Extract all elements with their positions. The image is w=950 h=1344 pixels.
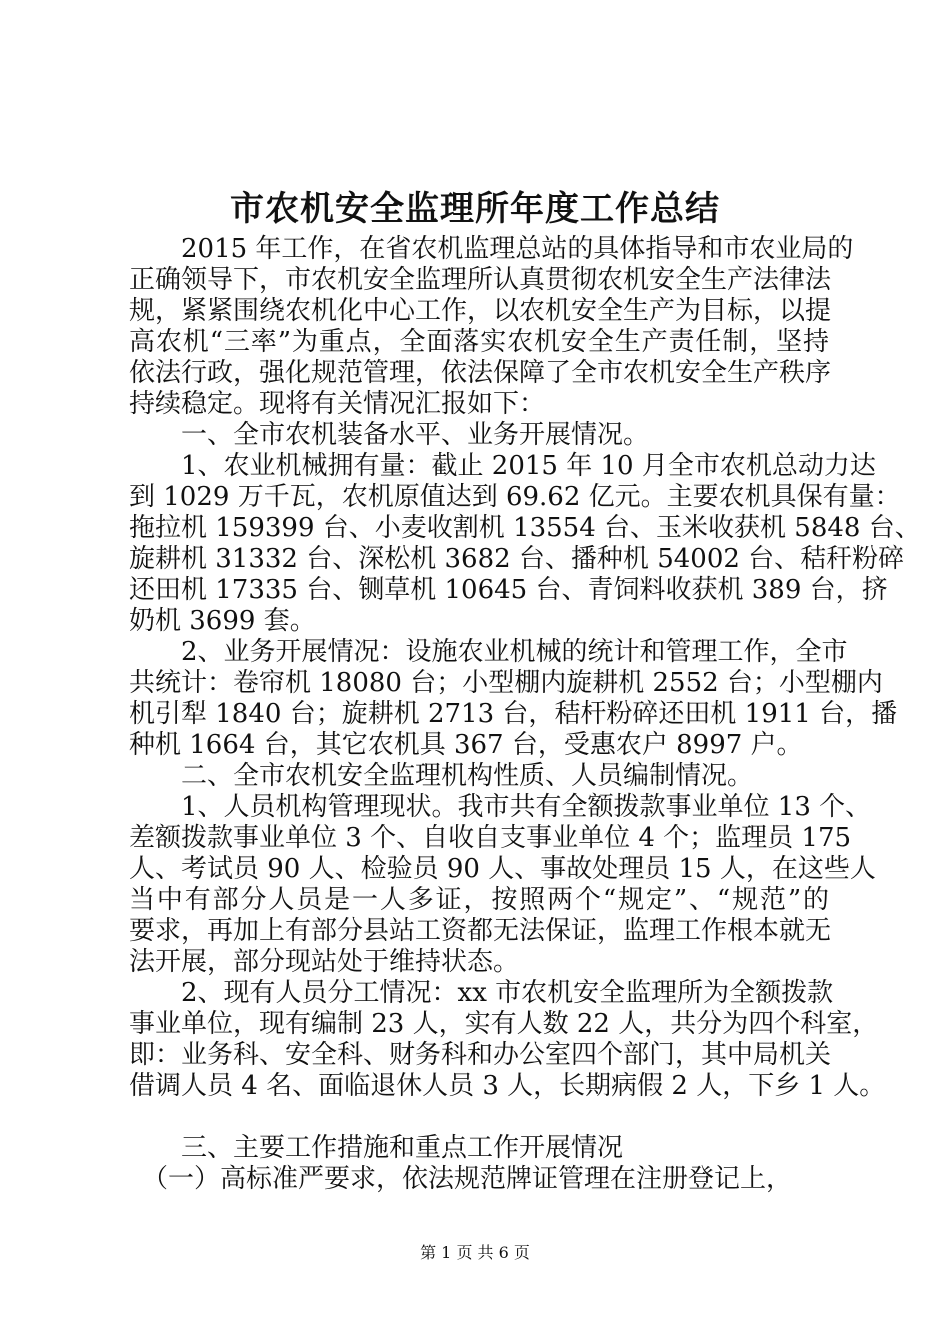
body-line: 规，紧紧围绕农机化中心工作，以农机安全生产为目标，以提	[129, 296, 832, 326]
body-line: 法开展，部分现站处于维持状态。	[129, 947, 520, 977]
body-line: 当中有部分人员是一人多证，按照两个“规定”、“规范”的	[129, 885, 829, 915]
body-line: 还田机 17335 台、铡草机 10645 台、青饲料收获机 389 台，挤	[129, 575, 888, 605]
body-line: 1、农业机械拥有量：截止 2015 年 10 月全市农机总动力达	[129, 451, 876, 481]
blank-line	[129, 1102, 829, 1133]
body-line: 奶机 3699 套。	[129, 606, 316, 636]
section-heading: 三、主要工作措施和重点工作开展情况	[129, 1133, 624, 1163]
body-line: 人、考试员 90 人、检验员 90 人、事故处理员 15 人，在这些人	[129, 854, 876, 884]
body-line: 旋耕机 31332 台、深松机 3682 台、播种机 54002 台、秸秆粉碎	[129, 544, 905, 574]
body-line: 正确领导下，市农机安全监理所认真贯彻农机安全生产法律法	[129, 265, 832, 295]
body-line: 1、人员机构管理现状。我市共有全额拨款事业单位 13 个、	[129, 792, 872, 822]
body-line: 2015 年工作，在省农机监理总站的具体指导和市农业局的	[129, 234, 854, 264]
body-line: 拖拉机 159399 台、小麦收割机 13554 台、玉米收获机 5848 台、	[129, 513, 921, 543]
section-heading: 二、全市农机安全监理机构性质、人员编制情况。	[129, 761, 754, 791]
body-line: 2、现有人员分工情况：xx 市农机安全监理所为全额拨款	[129, 978, 834, 1008]
section-heading: 一、全市农机装备水平、业务开展情况。	[129, 420, 650, 450]
body-line: 依法行政，强化规范管理，依法保障了全市农机安全生产秩序	[129, 358, 832, 388]
body-line: 到 1029 万千瓦，农机原值达到 69.62 亿元。主要农机具保有量：	[129, 482, 901, 512]
document-body	[129, 234, 921, 1195]
body-line: 高农机“三率”为重点，全面落实农机安全生产责任制，坚持	[129, 327, 829, 357]
body-line: （一）高标准严要求，依法规范牌证管理在注册登记上，	[129, 1164, 793, 1194]
body-line: 2、业务开展情况：设施农业机械的统计和管理工作，全市	[129, 637, 848, 667]
body-line: 即：业务科、安全科、财务科和办公室四个部门，其中局机关	[129, 1040, 832, 1070]
document-title: 市农机安全监理所年度工作总结	[230, 189, 720, 229]
page-footer: 第 1 页 共 6 页	[420, 1243, 530, 1262]
body-line: 差额拨款事业单位 3 个、自收自支事业单位 4 个；监理员 175	[129, 823, 852, 853]
body-line: 要求，再加上有部分县站工资都无法保证，监理工作根本就无	[129, 916, 832, 946]
body-line: 种机 1664 台，其它农机具 367 台，受惠农户 8997 户。	[129, 730, 803, 760]
body-line: 持续稳定。现将有关情况汇报如下：	[129, 389, 546, 419]
body-line: 借调人员 4 名、面临退休人员 3 人，长期病假 2 人，下乡 1 人。	[129, 1071, 886, 1101]
body-line: 机引犁 1840 台；旋耕机 2713 台，秸杆粉碎还田机 1911 台，播	[129, 699, 898, 729]
body-line: 事业单位，现有编制 23 人，实有人数 22 人，共分为四个科室，	[129, 1009, 879, 1039]
body-line: 共统计：卷帘机 18080 台；小型棚内旋耕机 2552 台；小型棚内	[129, 668, 883, 698]
